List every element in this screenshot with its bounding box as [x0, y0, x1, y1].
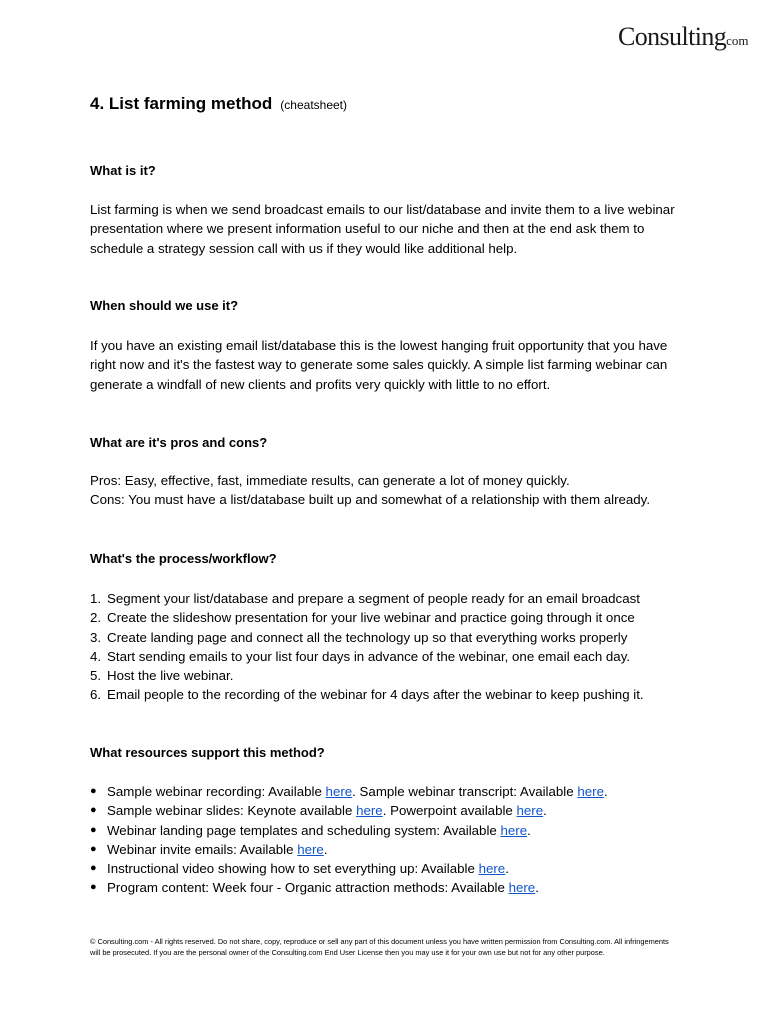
list-item [90, 840, 690, 859]
copyright-footer: © Consulting.com - All rights reserved. Do not share, copy, reproduce or sell any part of this document unless you have written permission from Consulting.com. All infringements will be prosecuted. If you are the personal owner of the Consulting.com End User License then you may use it for your own use but not for any other purpose. [90, 937, 669, 957]
process-steps-list [90, 589, 690, 705]
step-text: Create landing page and connect all the technology up so that everything works properly [107, 629, 628, 645]
step-number: 6. [90, 687, 102, 703]
resource-text: Sample webinar recording: Available here. Sample webinar transcript: Available here. [107, 784, 608, 799]
list-item [90, 821, 690, 840]
bullet-icon: ● [90, 785, 97, 797]
resources-heading: What resources support this method? [90, 745, 325, 760]
list-item [90, 859, 690, 878]
step-text: Email people to the recording of the webinar for 4 days after the webinar to keep pushing it. [107, 687, 644, 703]
resource-text: Webinar invite emails: Available here. [107, 841, 328, 857]
step-text: Segment your list/database and prepare a segment of people ready for an email broadcast [107, 591, 640, 606]
list-item [90, 782, 690, 801]
cons-line: Cons: You must have a list/database built up and somewhat of a relationship with them already. [90, 492, 651, 508]
step-number: 5. [90, 668, 102, 684]
what-body: List farming is when we send broadcast emails to our list/database and invite them to a live webinar presentation where we present information useful to our niche and then at the end ask them to schedule a strategy session call with us if they would like additional help. [90, 202, 675, 256]
step-number: 3. [90, 629, 102, 645]
keynote-link[interactable]: here [356, 803, 383, 819]
consulting-logo [618, 22, 749, 52]
resource-text: Instructional video showing how to set everything up: Available here. [107, 861, 509, 877]
list-item [90, 878, 690, 897]
pros-line: Pros: Easy, effective, fast, immediate results, can generate a lot of money quickly. [90, 473, 570, 488]
page-title [90, 92, 690, 117]
bullet-icon: ● [90, 842, 97, 855]
proscons-body [90, 471, 690, 510]
process-heading: What's the process/workflow? [90, 551, 277, 566]
what-heading: What is it? [90, 163, 156, 178]
when-heading: When should we use it? [90, 298, 239, 313]
list-item [90, 608, 690, 627]
instructional-video-link[interactable]: here [478, 861, 506, 877]
list-item [90, 647, 690, 666]
document-body [90, 92, 690, 896]
step-number: 1. [90, 591, 102, 606]
logo-suffix-text: com [726, 33, 749, 48]
landing-templates-link[interactable]: here [500, 822, 528, 838]
page-subtitle: (cheatsheet) [280, 98, 347, 112]
program-content-link[interactable]: here [508, 880, 536, 896]
step-text: Create the slideshow presentation for your live webinar and practice going through it once [107, 610, 635, 626]
resource-text: Sample webinar slides: Keynote available here. Powerpoint available here. [107, 803, 547, 819]
list-item [90, 801, 690, 820]
step-number: 2. [90, 610, 102, 626]
proscons-heading: What are it's pros and cons? [90, 435, 268, 450]
bullet-icon: ● [90, 881, 97, 894]
powerpoint-link[interactable]: here [516, 803, 544, 819]
logo-main-text: Consulting [618, 22, 727, 51]
bullet-icon: ● [90, 804, 97, 817]
bullet-icon: ● [90, 862, 97, 875]
page-title-text: 4. List farming method [90, 94, 273, 113]
list-item [90, 589, 690, 608]
list-item [90, 666, 690, 685]
resources-list [90, 782, 690, 898]
when-body: If you have an existing email list/database this is the lowest hanging fruit opportunity that you have right now and it's the fastest way to generate some sales quickly. A simple list farming webinar can generate a windfall of new clients and profits very quickly with little to no effort. [90, 338, 668, 392]
list-item [90, 685, 690, 704]
step-number: 4. [90, 648, 102, 664]
transcript-link[interactable]: here [577, 784, 604, 799]
step-text: Host the live webinar. [107, 668, 234, 684]
invite-emails-link[interactable]: here [297, 841, 324, 857]
list-item [90, 628, 690, 647]
bullet-icon: ● [90, 823, 97, 836]
step-text: Start sending emails to your list four days in advance of the webinar, one email each day. [107, 648, 631, 664]
recording-link[interactable]: here [325, 784, 353, 799]
resource-text: Webinar landing page templates and scheduling system: Available here. [107, 822, 531, 838]
resource-text: Program content: Week four - Organic attraction methods: Available here. [107, 880, 539, 896]
